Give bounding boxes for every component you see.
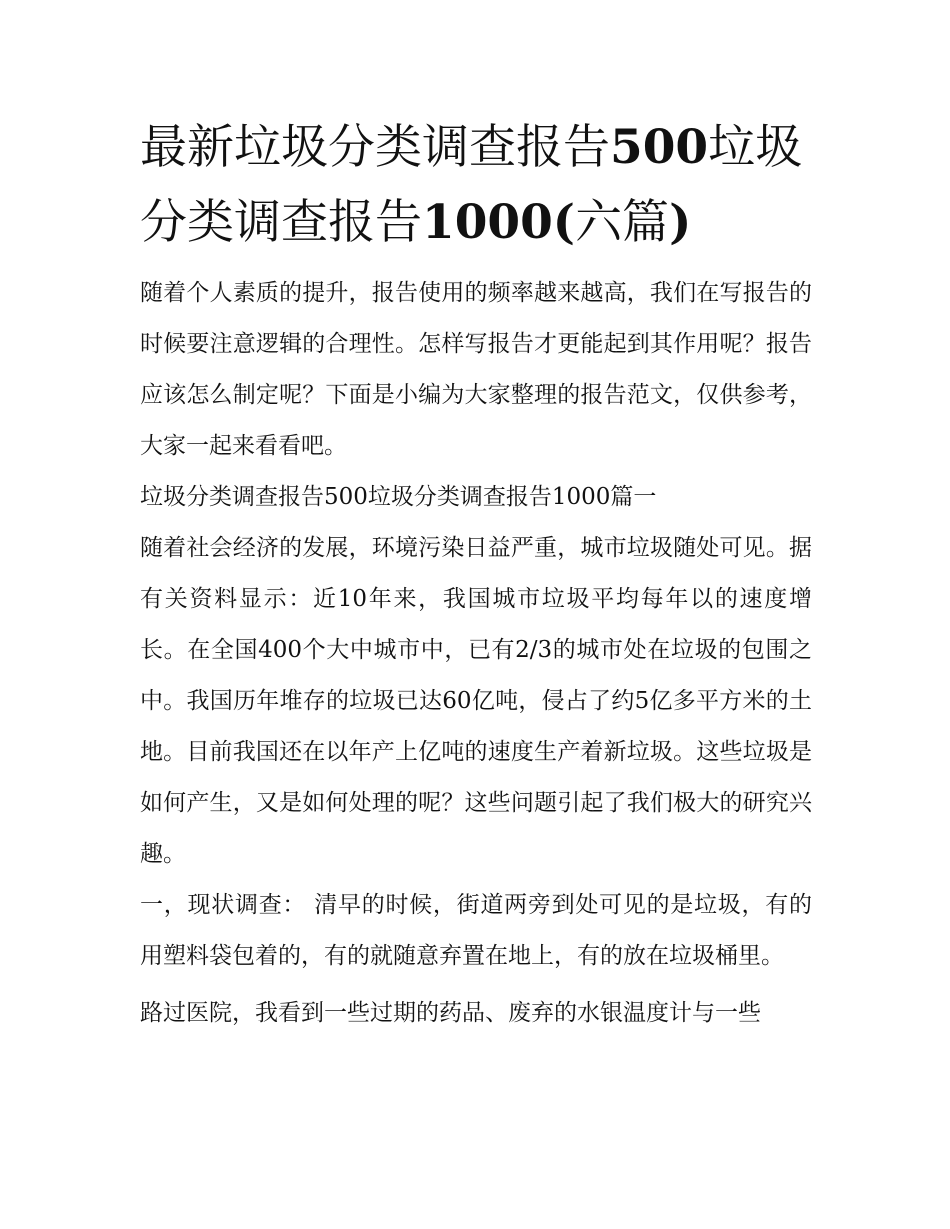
section-heading: 垃圾分类调查报告500垃圾分类调查报告1000篇一 (140, 484, 657, 510)
body-paragraph: 随着社会经济的发展，环境污染日益严重，城市垃圾随处可见。据有关资料显示：近10年来，我国城市垃圾平均每年以的速度增长。在全国400个大中城市中，已有2/3的城市处在垃圾的包围之中。我国历年堆存的垃圾已达60亿吨，侵占了约5亿多平方米的土地。目前我国还在以年产上亿吨的速度生产着新垃圾。这些垃圾是如何产生，又是如何处理的呢？这些问题引起了我们极大的研究兴趣。 (140, 535, 812, 867)
body-paragraph: 一，现状调查： 清早的时候，街道两旁到处可见的是垃圾，有的用塑料袋包着的，有的就随意弃置在地上，有的放在垃圾桶里。 (140, 892, 812, 969)
intro-paragraph: 随着个人素质的提升，报告使用的频率越来越高，我们在写报告的时候要注意逻辑的合理性。怎样写报告才更能起到其作用呢？报告应该怎么制定呢？下面是小编为大家整理的报告范文，仅供参考，大家一起来看看吧。 (140, 280, 812, 459)
body-paragraph: 路过医院，我看到一些过期的药品、废弃的水银温度计与一些 (140, 1000, 761, 1026)
document-page (140, 110, 812, 1039)
document-title: 最新垃圾分类调查报告500垃圾分类调查报告1000(六篇) (140, 120, 803, 250)
